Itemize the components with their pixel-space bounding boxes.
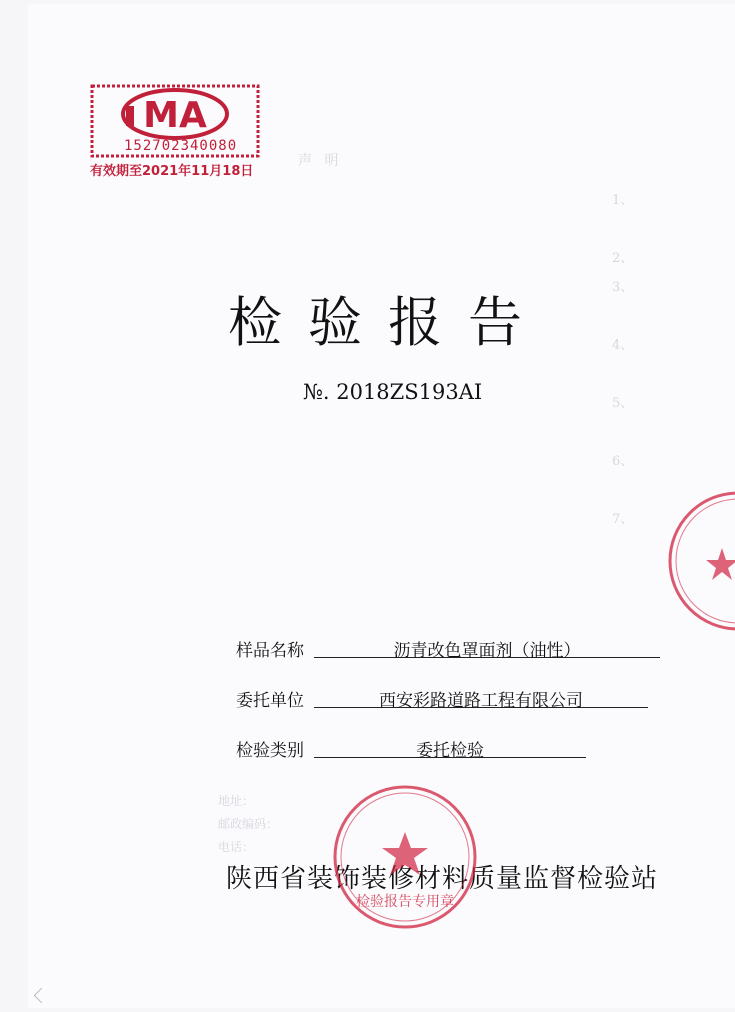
ghost-declaration-title: 声 明 [298, 153, 343, 169]
seal-caption: 检验报告专用章 [356, 894, 454, 910]
client-label: 委托单位 [236, 691, 304, 711]
cma-certificate-number: 152702340080 [124, 138, 238, 154]
client-field [236, 686, 583, 711]
cma-validity-date: 有效期至2021年11月18日 [90, 164, 254, 179]
report-number: №. 2018ZS193AI [303, 380, 483, 404]
sample-name-field [236, 636, 581, 661]
ghost-declaration-line: 1、 [612, 193, 634, 208]
ghost-declaration-line [612, 360, 717, 389]
sample-name-label: 样品名称 [236, 641, 304, 661]
ghost-address-line: 邮政编码： [218, 817, 279, 831]
ghost-address-block [218, 790, 278, 859]
ghost-declaration-line: 4、 [612, 338, 634, 353]
ghost-declaration-line: 5、 [612, 396, 634, 411]
inspection-type-value: 委托检验 [314, 736, 586, 758]
ghost-declaration-line [612, 215, 717, 244]
client-value: 西安彩路道路工程有限公司 [314, 686, 648, 708]
ghost-declaration-line [612, 418, 717, 447]
ghost-address-line: 地址： [218, 794, 255, 808]
sample-name-value: 沥青改色罩面剂（油性） [314, 636, 660, 658]
inspection-type-label: 检验类别 [236, 741, 304, 761]
ghost-declaration-line: 3、 [612, 280, 634, 295]
cma-logo-text: MA [143, 95, 207, 136]
ghost-declaration-line: 7、 [612, 512, 634, 527]
station-name: 陕西省装饰装修材料质量监督检验站 [226, 864, 659, 894]
inspection-report-seal [330, 782, 480, 932]
official-seal-right [664, 488, 735, 634]
report-title: 检验报告 [228, 291, 548, 354]
ghost-declaration-line: 6、 [612, 454, 634, 469]
ghost-declaration-line [612, 302, 717, 331]
ghost-declaration-line: 2、 [612, 251, 634, 266]
ghost-address-line: 电话： [218, 840, 255, 854]
inspection-type-field [236, 736, 484, 761]
